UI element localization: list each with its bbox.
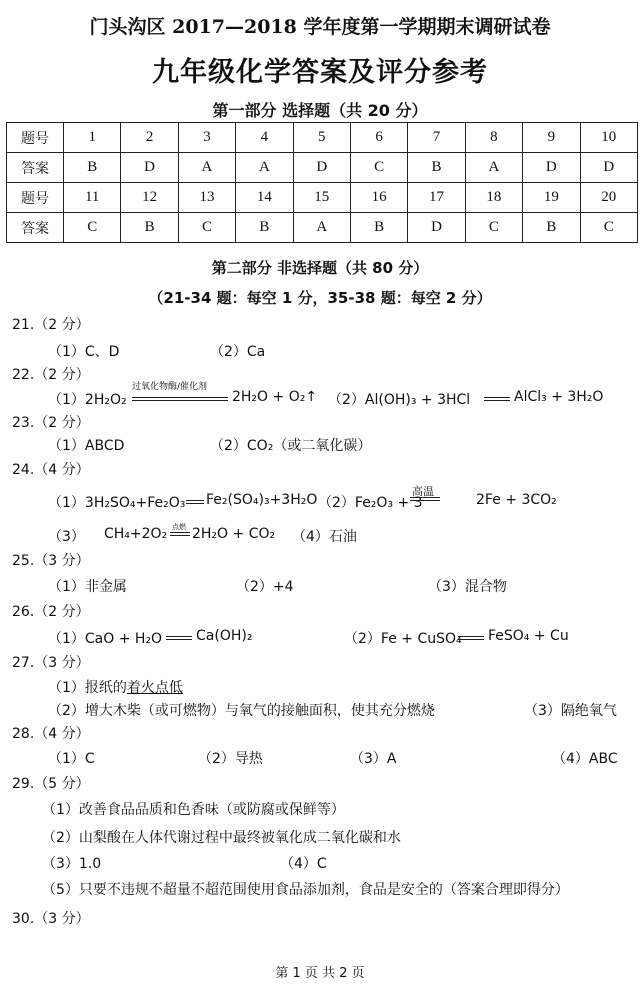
q27-answer-1-prefix: （1）报纸的 [48,680,127,696]
question-number: 14 [236,183,293,213]
answer-cell: C [465,213,522,243]
q29-answer-4: （4）C [280,856,327,872]
question-number: 16 [350,183,407,213]
q23-answer-1: （1）ABCD [48,438,125,454]
reaction-equals-sign [166,636,192,640]
q27-answer-1 [48,677,183,697]
q24-answer-1-reactant: （1）3H₂SO₄+Fe₂O₃ [48,495,186,511]
q24-high-temp-condition: 高温 [412,485,434,498]
q24-answer-1-product: Fe₂(SO₄)₃+3H₂O [206,492,318,508]
q24-answer-2-reactant: （2）Fe₂O₃ + 3 [318,495,423,511]
part1-heading: 第一部分 选择题（共 20 分） [212,101,428,120]
answer-cell: C [64,213,121,243]
question-number: 6 [350,123,407,153]
q26-answer-2-product: FeSO₄ + Cu [488,628,569,644]
q21-heading: 21.（2 分） [12,317,90,333]
question-number: 8 [465,123,522,153]
q24-heading: 24.（4 分） [12,462,90,478]
q21-answer-1: （1）C、D [48,344,120,360]
q27-heading: 27.（3 分） [12,655,90,671]
answer-cell: D [523,153,580,183]
question-number: 17 [408,183,465,213]
q25-answer-3: （3）混合物 [428,579,507,595]
question-number: 11 [64,183,121,213]
q24-answer-3-product: 2H₂O + CO₂ [192,526,276,542]
q26-answer-1-product: Ca(OH)₂ [196,628,253,644]
question-number: 1 [64,123,121,153]
question-number: 19 [523,183,580,213]
answer-cell: D [408,213,465,243]
table-row [7,213,638,243]
table-row [7,123,638,153]
answer-cell: B [408,153,465,183]
q26-answer-1-reactant: （1）CaO + H₂O [48,631,163,647]
q29-answer-3: （3）1.0 [42,856,102,872]
q29-answer-1: （1）改善食品品质和色香味（或防腐或保鲜等） [42,802,345,818]
q28-heading: 28.（4 分） [12,726,90,742]
answer-cell: B [64,153,121,183]
q24-answer-3-label: （3） [48,529,85,545]
q28-answer-3: （3）A [350,751,397,767]
q22-answer-2-reactant: （2）Al(OH)₃ + 3HCl [328,392,471,408]
page-title: 九年级化学答案及评分参考 [152,57,488,88]
answer-cell: B [350,213,407,243]
question-number: 18 [465,183,522,213]
question-number: 20 [580,183,637,213]
answer-cell: B [236,213,293,243]
question-number: 4 [236,123,293,153]
q29-answer-2: （2）山梨酸在人体代谢过程中最终被氧化成二氧化碳和水 [42,830,401,846]
q22-answer-1-product: 2H₂O + O₂↑ [232,389,318,405]
question-number: 3 [178,123,235,153]
reaction-equals-sign [170,532,190,536]
answer-cell: A [465,153,522,183]
q24-answer-2-product: 2Fe + 3CO₂ [476,492,557,508]
q29-heading: 29.（5 分） [12,776,90,792]
table-row [7,183,638,213]
reaction-equals-sign [458,636,484,640]
q25-answer-2: （2）+4 [236,579,294,595]
reaction-equals-sign [410,497,440,501]
q26-heading: 26.（2 分） [12,604,90,620]
page-number: 第 1 页 共 2 页 [275,966,365,981]
q27-answer-2: （2）增大木柴（或可燃物）与氧气的接触面积，使其充分燃烧 [48,703,435,719]
q21-answer-2: （2）Ca [210,344,266,360]
q24-answer-4: （4）石油 [292,529,357,545]
answer-cell: D [121,153,178,183]
question-number: 5 [293,123,350,153]
reaction-equals-sign [484,397,510,401]
question-number: 7 [408,123,465,153]
answer-cell: A [236,153,293,183]
row-label: 答案 [7,213,64,243]
reaction-equals-sign [132,397,228,401]
q30-heading: 30.（3 分） [12,911,90,927]
q22-answer-1-reactant: （1）2H₂O₂ [48,392,127,408]
answer-cell: C [580,213,637,243]
part2-scoring-note: （21-34 题：每空 1 分，35-38 题：每空 2 分） [148,289,492,307]
row-label: 答案 [7,153,64,183]
row-label: 题号 [7,123,64,153]
q23-heading: 23.（2 分） [12,415,90,431]
q28-answer-1: （1）C [48,751,95,767]
q23-answer-2: （2）CO₂（或二氧化碳） [210,438,372,454]
q22-answer-2-product: AlCl₃ + 3H₂O [514,389,604,405]
q24-ignite-condition: 点燃 [172,523,186,531]
question-number: 12 [121,183,178,213]
question-number: 10 [580,123,637,153]
q26-answer-2-reactant: （2）Fe + CuSO₄ [344,631,462,647]
answer-cell: D [580,153,637,183]
answer-cell: A [178,153,235,183]
reaction-equals-sign [186,500,204,504]
q22-reaction-condition: 过氧化物酶/催化剂 [132,382,208,392]
question-number: 13 [178,183,235,213]
exam-title: 门头沟区 2017—2018 学年度第一学期期末调研试卷 [89,16,551,38]
q24-answer-3-reactant: CH₄+2O₂ [104,526,168,542]
q28-answer-4: （4）ABC [552,751,618,767]
answer-cell: C [350,153,407,183]
answer-cell: B [121,213,178,243]
answer-table [6,122,638,243]
q28-answer-2: （2）导热 [198,751,263,767]
answer-cell: D [293,153,350,183]
question-number: 2 [121,123,178,153]
answer-cell: B [523,213,580,243]
q25-answer-1: （1）非金属 [48,579,127,595]
q27-answer-3: （3）隔绝氧气 [524,703,617,719]
q22-heading: 22.（2 分） [12,367,90,383]
part2-heading: 第二部分 非选择题（共 80 分） [211,259,429,277]
q25-heading: 25.（3 分） [12,553,90,569]
row-label: 题号 [7,183,64,213]
table-row [7,153,638,183]
question-number: 9 [523,123,580,153]
answer-cell: C [178,213,235,243]
question-number: 15 [293,183,350,213]
q29-answer-5: （5）只要不违规不超量不超范围使用食品添加剂，食品是安全的（答案合理即得分） [42,882,569,898]
answer-cell: A [293,213,350,243]
q27-answer-1-keyword: 着火点低 [126,680,183,696]
